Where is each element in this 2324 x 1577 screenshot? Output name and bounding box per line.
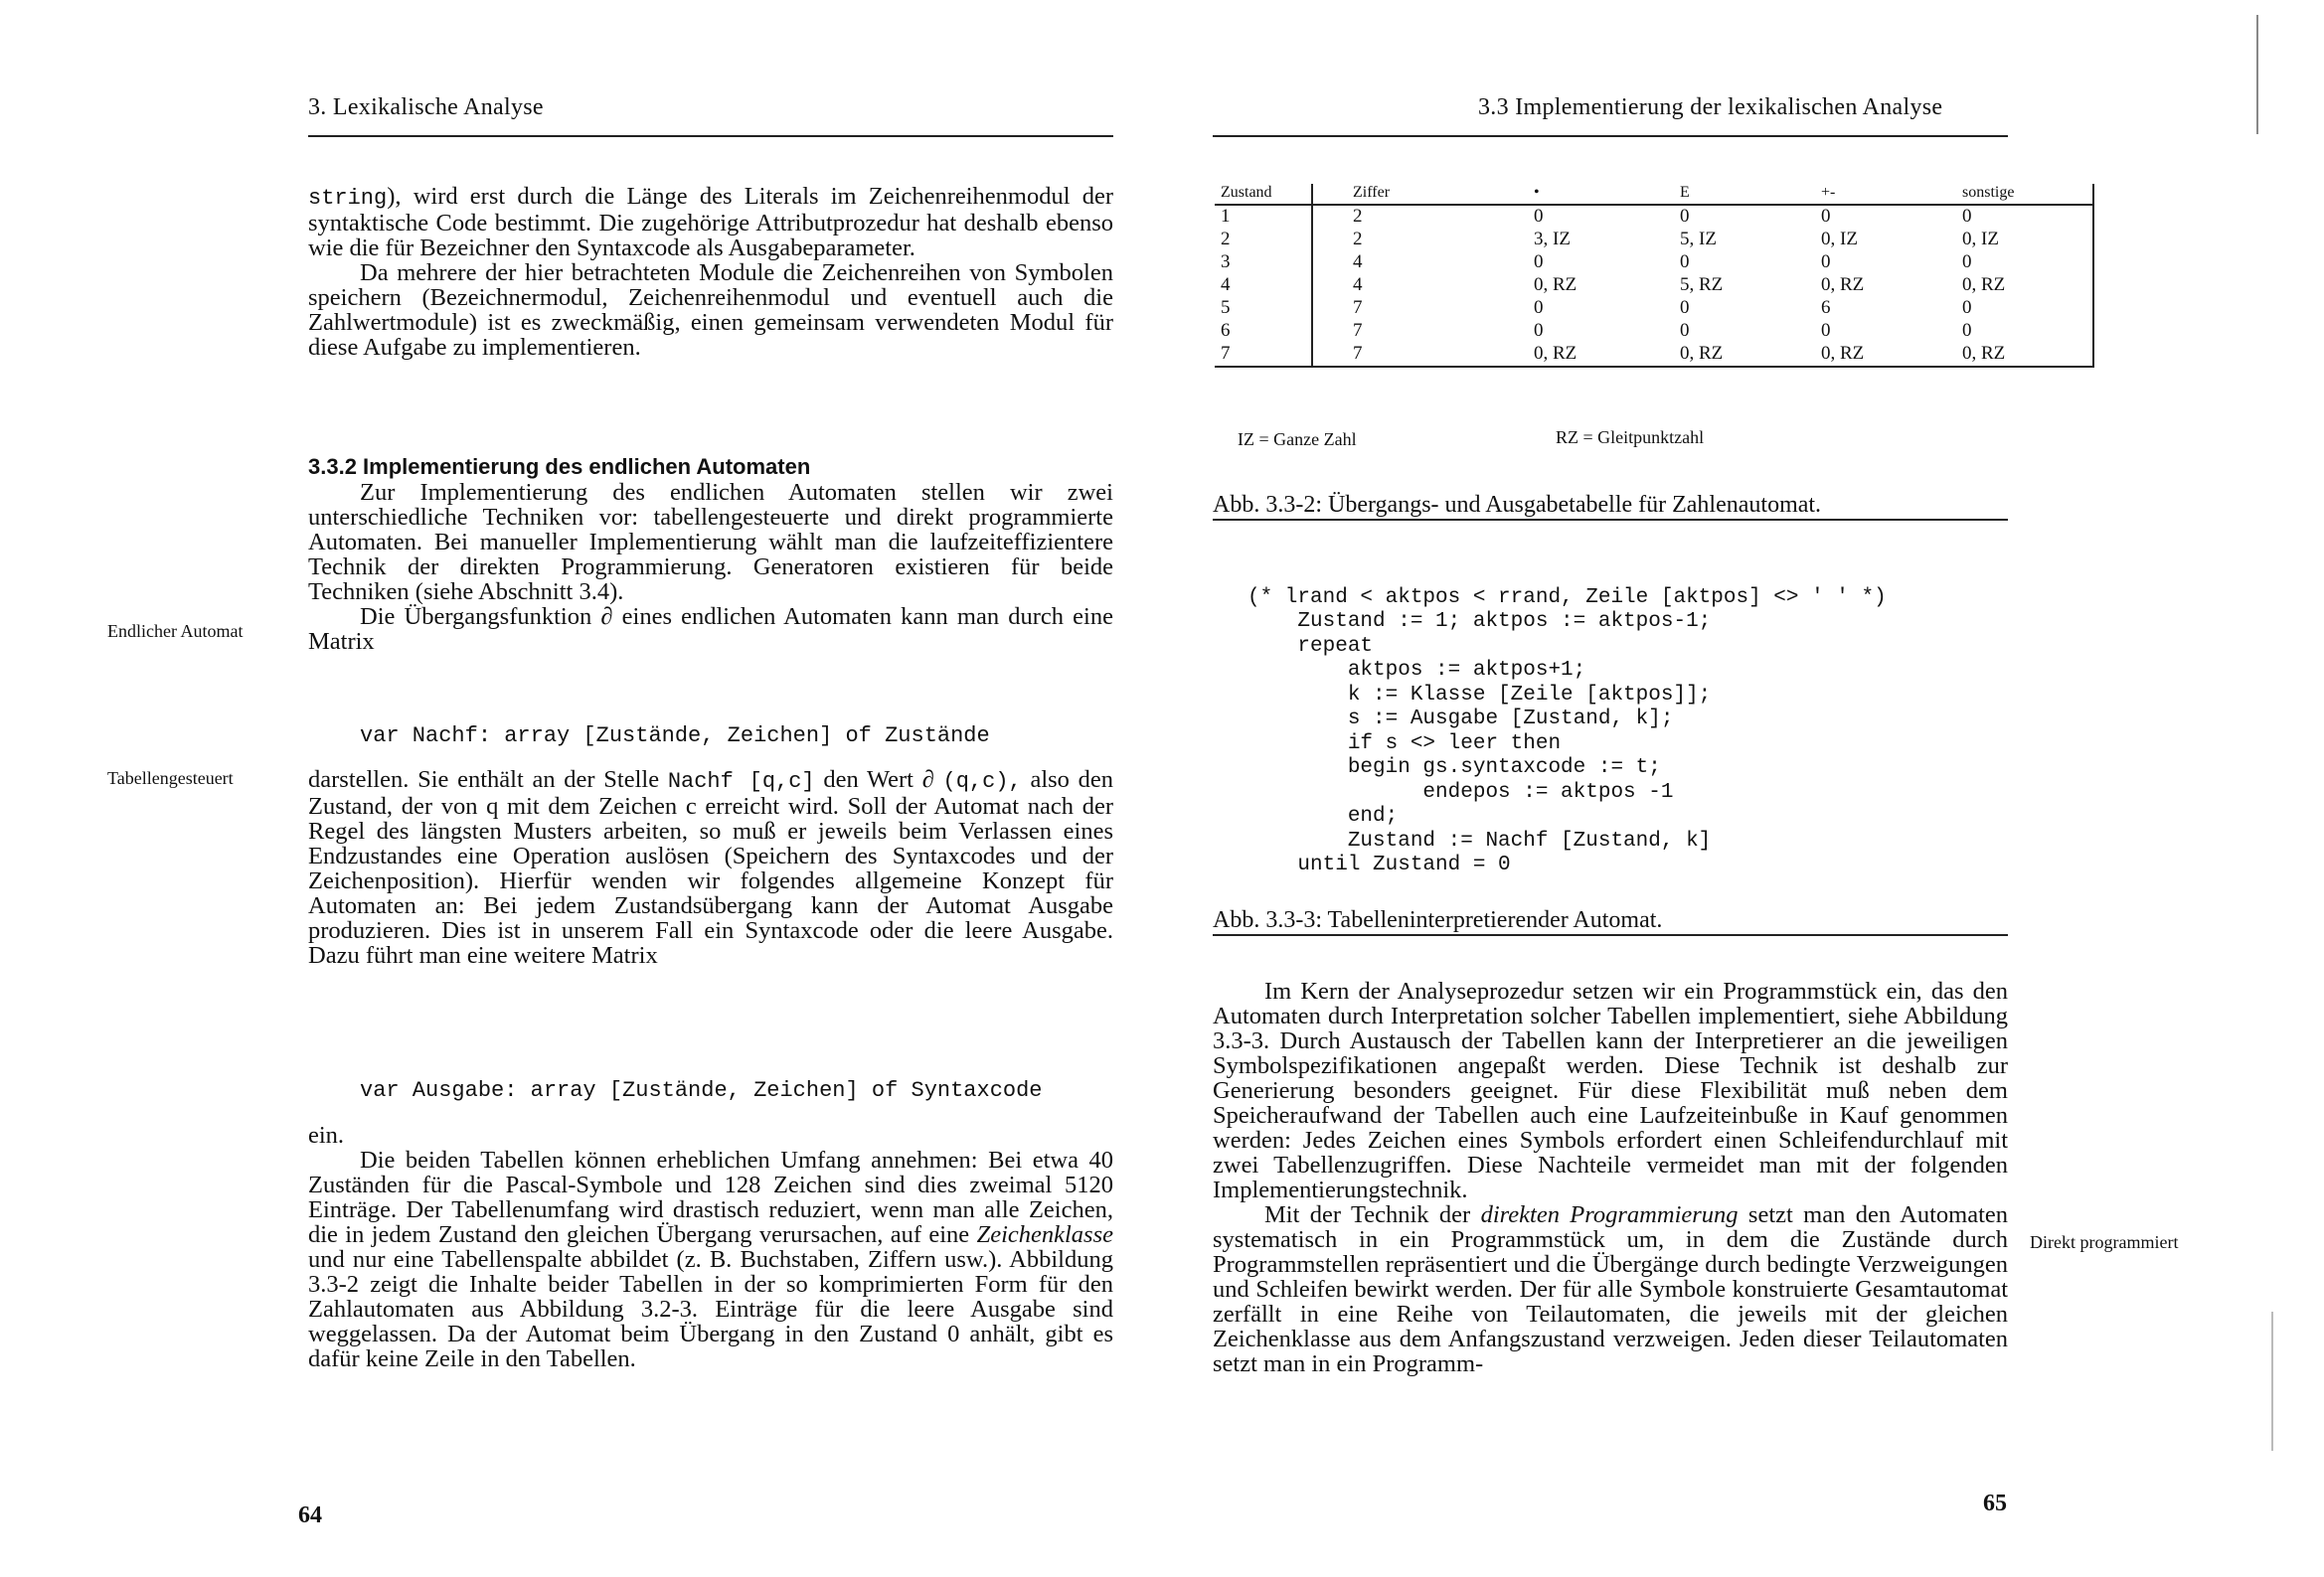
- table-header-row: [1215, 184, 2093, 205]
- techniques-paragraph: Zur Implementierung des endlichen Automaten stellen wir zwei unterschiedliche Techniken vor: tabellengesteuerte und direkt programmierte Automaten. Bei manueller Implementierung wählt man die laufzeiteffizientere Technik der direkten Programmierung. Generatoren existieren für beide Techniken (siehe Abschnitt 3.4).: [308, 479, 1113, 605]
- modules-paragraph: Da mehrere der hier betrachteten Module die Zeichenreihen von Symbolen speichern (Bezeichnermodul, Zeichenreihenmodul und eventuell auch die Zahlwertmodule) ist es zweckmäßig, einen gemeinsam verwendeten Modul für diese Aufgabe zu implementieren.: [308, 259, 1113, 361]
- direkt-emphasis: direkten Programmierung: [1480, 1201, 1739, 1228]
- table-cell: 7: [1312, 343, 1528, 367]
- darstellen-mono-2: (q,c),: [942, 769, 1022, 794]
- code-line: endepos := aktpos -1: [1247, 780, 1674, 804]
- margin-note-endlicher-automat: Endlicher Automat: [107, 621, 244, 641]
- table-row: [1215, 251, 2093, 274]
- code-line: repeat: [1247, 634, 1374, 658]
- table-cell: 0, IZ: [1956, 229, 2093, 251]
- header-punkt: •: [1528, 184, 1674, 205]
- table-cell: 0, RZ: [1680, 343, 1724, 364]
- table-cell: 0: [1821, 251, 1831, 272]
- intro-text: ), wird erst durch die Länge des Literals im Zeichenreihenmodul der syntaktische Code bestimmt. Die zugehörige Attributprozedur hat deshalb ebenso wie die für Bezeichner den Syntaxcode als Ausgabeparameter.: [308, 183, 1113, 261]
- table-cell: 0: [1534, 206, 1544, 227]
- tables-text-2: und nur eine Tabellenspalte abbildet (z. B. Buchstaben, Ziffern usw.). Abbildung 3.3-2 zeigt die Inhalte beider Tabellen in der so komprimierten Form für den Zahlautomaten aus Abbildung 3.2-3. Einträge für die leere Ausgabe sind weggelassen. Da der Automat beim Übergang in den Zustand 0 anhält, gibt es dafür keine Zeile in den Tabellen.: [308, 1246, 1113, 1372]
- darstellen-text-2: den Wert ∂: [814, 766, 943, 793]
- table-row: [1215, 297, 2093, 320]
- table-cell: 3: [1221, 251, 1231, 272]
- table-row: [1215, 343, 2093, 367]
- code-line: if s <> leer then: [1247, 731, 1562, 755]
- direkt-text-1: Mit der Technik der: [1264, 1201, 1481, 1228]
- margin-note-tabellengesteuert: Tabellengesteuert: [107, 768, 234, 788]
- table-cell: 0, RZ: [1534, 274, 1577, 295]
- table-cell: 0: [1680, 320, 1690, 341]
- decl-nachf: var Nachf: array [Zustände, Zeichen] of Zustände: [360, 723, 990, 748]
- table-row: [1215, 205, 2093, 229]
- header-sonstige: sonstige: [1956, 184, 2093, 205]
- table-cell: 7: [1312, 320, 1528, 343]
- right-page-number: 65: [1983, 1491, 2007, 1516]
- margin-note-direkt-programmiert: Direkt programmiert: [2030, 1232, 2179, 1252]
- table-cell: 2: [1221, 229, 1231, 249]
- legend-iz: IZ = Ganze Zahl: [1238, 429, 1357, 449]
- caption-rule-2: [1213, 934, 2008, 936]
- table-cell: 5: [1221, 297, 1231, 318]
- table-cell: 3, IZ: [1534, 229, 1571, 249]
- figure-caption-3-3-2: Abb. 3.3-2: Übergangs- und Ausgabetabelle für Zahlenautomat.: [1213, 492, 1822, 518]
- transition-table: [1215, 184, 2094, 368]
- right-header-rule: [1213, 135, 2008, 137]
- left-running-header: 3. Lexikalische Analyse: [308, 94, 544, 120]
- figure-caption-3-3-3: Abb. 3.3-3: Tabelleninterpretierender Automat.: [1213, 907, 1663, 933]
- table-cell: 2: [1312, 229, 1528, 251]
- table-cell: 0, RZ: [1956, 343, 2093, 367]
- code-line: (* lrand < aktpos < rrand, Zeile [aktpos] <> ' ' *): [1247, 585, 1887, 609]
- table-cell: 0: [1680, 297, 1690, 318]
- left-page-number: 64: [298, 1502, 322, 1528]
- table-cell: 0, RZ: [1956, 274, 2093, 297]
- table-cell: 4: [1312, 274, 1528, 297]
- table-cell: 4: [1221, 274, 1231, 295]
- table-cell: 0, RZ: [1821, 343, 1865, 364]
- tables-paragraph: [308, 1148, 1113, 1371]
- table-cell: 0, RZ: [1821, 274, 1865, 295]
- darstellen-text-1: darstellen. Sie enthält an der Stelle: [308, 766, 668, 793]
- code-line: Zustand := 1; aktpos := aktpos-1;: [1247, 610, 1712, 633]
- decl-ausgabe: var Ausgabe: array [Zustände, Zeichen] of Syntaxcode: [360, 1078, 1043, 1103]
- table-cell: 5, IZ: [1680, 229, 1717, 249]
- intro-mono-token: string: [308, 186, 388, 211]
- code-line: Zustand := Nachf [Zustand, k]: [1247, 829, 1712, 853]
- scan-edge-line: [2271, 1312, 2273, 1451]
- ein-text: ein.: [308, 1122, 345, 1149]
- table-cell: 0, IZ: [1821, 229, 1858, 249]
- left-header-rule: [308, 135, 1113, 137]
- table-cell: 0: [1680, 251, 1690, 272]
- table-cell: 0: [1821, 206, 1831, 227]
- header-zustand: Zustand: [1215, 184, 1312, 205]
- table-row: [1215, 229, 2093, 251]
- code-line: until Zustand = 0: [1247, 854, 1511, 876]
- code-listing: [1247, 561, 1887, 902]
- left-techniques-block: [308, 480, 1113, 654]
- table-cell: 0: [1534, 297, 1544, 318]
- table-cell: 5, RZ: [1680, 274, 1724, 295]
- tables-text-1: Die beiden Tabellen können erheblichen Umfang annehmen: Bei etwa 40 Zuständen für die Pascal-Symbole und 128 Zeichen sind dies zweimal 5120 Einträge. Der Tabellenumfang wird drastisch reduziert, wenn man alle Zeichen, die in jedem Zustand den gleichen Übergang verursachen, auf eine: [308, 1147, 1113, 1248]
- right-body-block: [1213, 979, 2008, 1376]
- code-line: s := Ausgabe [Zustand, k];: [1247, 708, 1674, 730]
- table-cell: 6: [1221, 320, 1231, 341]
- right-running-header: 3.3 Implementierung der lexikalischen Analyse: [1478, 94, 1943, 120]
- header-vorzeichen: +-: [1815, 184, 1956, 205]
- code-line: begin gs.syntaxcode := t;: [1247, 756, 1661, 779]
- table-cell: 0, RZ: [1534, 343, 1577, 364]
- table-cell: 0: [1956, 320, 2093, 343]
- tables-emphasis: Zeichenklasse: [976, 1221, 1113, 1248]
- code-line: end;: [1247, 805, 1399, 828]
- table-cell: 1: [1221, 206, 1231, 227]
- table-cell: 0: [1534, 251, 1544, 272]
- table-cell: 6: [1821, 297, 1831, 318]
- table-cell: 7: [1221, 343, 1231, 364]
- header-e: E: [1674, 184, 1815, 205]
- direkt-text-2: setzt man den Automaten systematisch in ein Programmstück um, in dem die Zustände durch Programmstellen repräsentiert und die Übergänge durch bedingte Verzweigungen und Schleifen bewirkt werden. Der für alle Symbole konstruierte Gesamtautomat zerfällt in eine Reihe von Teilautomaten, die jeweils mit der gleichen Zeichenklasse aus dem Anfangszustand verzweigen. Jeden dieser Teilautomaten setzt man in ein Programm-: [1213, 1201, 2008, 1377]
- direkt-paragraph: [1213, 1202, 2008, 1376]
- table-cell: 7: [1312, 297, 1528, 320]
- darstellen-paragraph: [308, 767, 1113, 968]
- legend-rz: RZ = Gleitpunktzahl: [1556, 427, 1705, 447]
- section-title: 3.3.2 Implementierung des endlichen Automaten: [308, 454, 811, 479]
- delta-paragraph: Die Übergangsfunktion ∂ eines endlichen Automaten kann man durch eine Matrix: [308, 603, 1113, 655]
- darstellen-text-3: also den Zustand, der von q mit dem Zeichen c erreicht wird. Soll der Automat nach der Regel des längsten Musters arbeiten, so muß er jeweils beim Verlassen eines Endzustandes eine Operation auslösen (Speichern des Syntaxcodes und der Zeichenposition). Hierfür wenden wir folgendes allgemeine Konzept für Automaten an: Bei jedem Zustandsübergang kann der Automat Ausgabe produzieren. Dies ist in unserem Fall ein Syntaxcode oder die leere Ausgabe. Dazu führt man eine weitere Matrix: [308, 766, 1113, 969]
- table-row: [1215, 274, 2093, 297]
- table-cell: 0: [1680, 206, 1690, 227]
- table-cell: 2: [1312, 205, 1528, 229]
- code-line: aktpos := aktpos+1;: [1247, 659, 1586, 682]
- table-cell: 4: [1312, 251, 1528, 274]
- table-cell: 0: [1821, 320, 1831, 341]
- darstellen-mono-1: Nachf [q,c]: [667, 769, 815, 794]
- table-cell: 0: [1956, 297, 2093, 320]
- kern-paragraph: Im Kern der Analyseprozedur setzen wir ein Programmstück ein, das den Automaten durch Interpretation solcher Tabellen implementiert, siehe Abbildung 3.3-3. Durch Austausch der Tabellen kann der Interpretierer an die jeweiligen Symbolspezifikationen angepaßt werden. Diese Technik ist deshalb zur Generierung besonders geeignet. Für diese Flexibilität muß neben dem Speicheraufwand der Tabellen auch eine Laufzeiteinbuße in Kauf genommen werden: Jedes Zeichen eines Symbols erfordert einen Schleifendurchlauf mit zwei Tabellenzugriffen. Diese Nachteile vermeidet man mit der folgenden Implementierungstechnik.: [1213, 978, 2008, 1203]
- caption-rule-1: [1213, 519, 2008, 521]
- table-cell: 0: [1956, 251, 2093, 274]
- left-intro-paragraph: [308, 184, 1113, 360]
- table-cell: 0: [1534, 320, 1544, 341]
- scan-edge-line: [2256, 15, 2258, 134]
- code-line: k := Klasse [Zeile [aktpos]];: [1247, 683, 1712, 707]
- table-row: [1215, 320, 2093, 343]
- table-cell: 0: [1956, 205, 2093, 229]
- left-tables-block: [308, 1123, 1113, 1371]
- header-ziffer: Ziffer: [1312, 184, 1528, 205]
